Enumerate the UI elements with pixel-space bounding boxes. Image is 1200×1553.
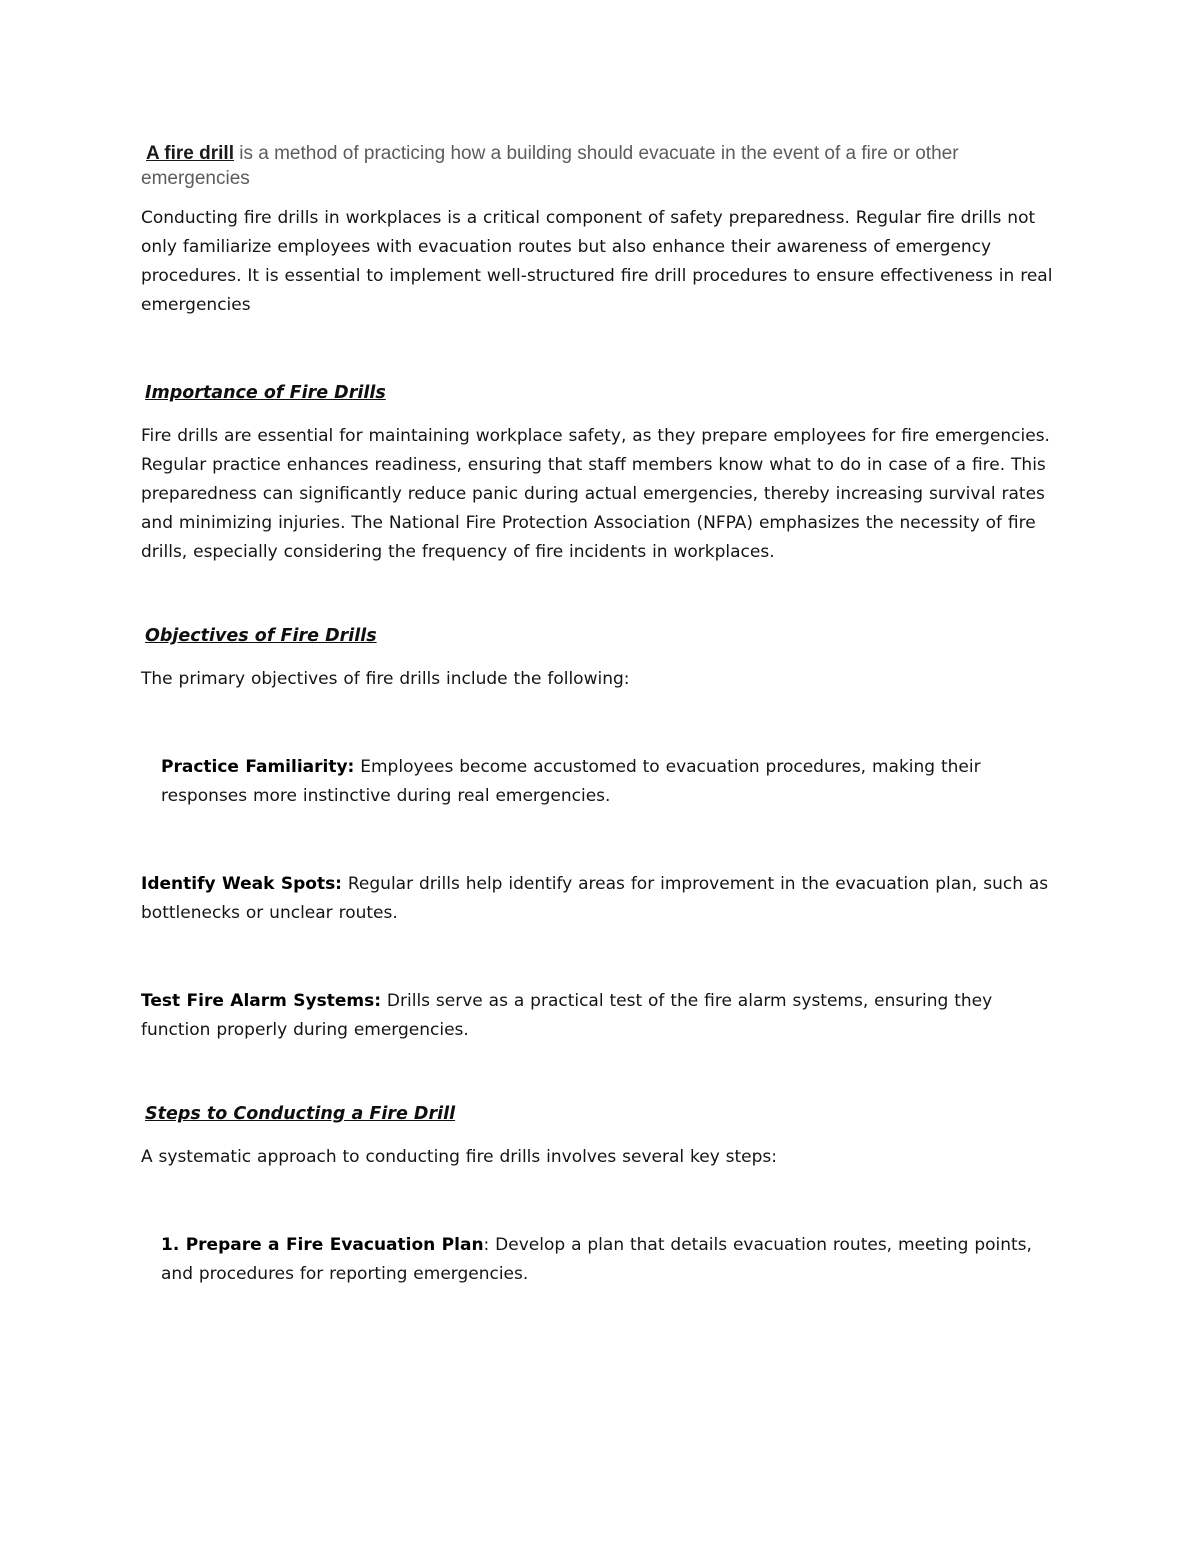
heading-importance: Importance of Fire Drills [145, 383, 386, 403]
heading-steps: Steps to Conducting a Fire Drill [145, 1104, 456, 1124]
objective-term: Test Fire Alarm Systems: [141, 991, 382, 1011]
step-text: : Develop a plan that details evacuation routes, meeting points, and procedures for reporting emergencies. [161, 1235, 1032, 1284]
objective-item-practice-familiarity [141, 753, 1061, 811]
objective-item-test-fire-alarm [141, 987, 1061, 1045]
step-item-prepare-plan [141, 1231, 1061, 1289]
document-body [141, 141, 1061, 1289]
importance-paragraph: Fire drills are essential for maintaining workplace safety, as they prepare employees for fire emergencies. Regular practice enhances readiness, ensuring that staff members know what to do in case of a fire. This preparedness can significantly reduce panic during actual emergencies, thereby increasing survival rates and minimizing injuries. The National Fire Protection Association (NFPA) emphasizes the necessity of fire drills, especially considering the frequency of fire incidents in workplaces. [141, 426, 1050, 562]
step-term: 1. Prepare a Fire Evacuation Plan [161, 1235, 484, 1255]
objectives-intro: The primary objectives of fire drills include the following: [141, 669, 630, 689]
intro-paragraph [141, 141, 1061, 191]
heading-objectives: Objectives of Fire Drills [145, 626, 377, 646]
objective-text: Drills serve as a practical test of the fire alarm systems, ensuring they function properly during emergencies. [141, 991, 993, 1040]
overview-paragraph: Conducting fire drills in workplaces is a critical component of safety preparedness. Regular fire drills not only familiarize employees with evacuation routes but also enhance their awareness of emergency procedures. It is essential to implement well-structured fire drill procedures to ensure effectiveness in real emergencies [141, 208, 1053, 315]
objective-text: Regular drills help identify areas for improvement in the evacuation plan, such as bottlenecks or unclear routes. [141, 874, 1049, 923]
objective-term: Identify Weak Spots: [141, 874, 342, 894]
objective-term: Practice Familiarity: [161, 757, 355, 777]
objective-text: Employees become accustomed to evacuation procedures, making their responses more instinctive during real emergencies. [161, 757, 981, 806]
intro-text: is a method of practicing how a building should evacuate in the event of a fire or other emergencies [141, 143, 959, 189]
steps-intro: A systematic approach to conducting fire drills involves several key steps: [141, 1147, 778, 1167]
intro-lead-term: A fire drill [146, 143, 234, 164]
objective-item-identify-weak-spots [141, 870, 1061, 928]
